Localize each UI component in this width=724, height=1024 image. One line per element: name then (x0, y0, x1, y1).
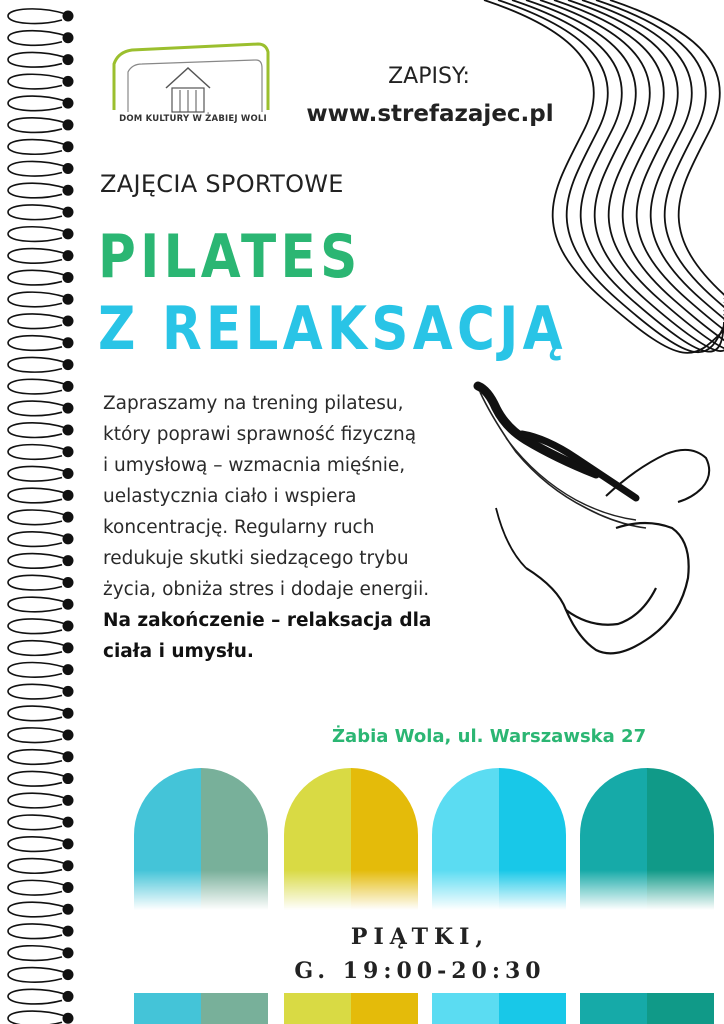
spiral-loop (8, 597, 66, 612)
spiral-hole (63, 1013, 74, 1024)
description-line: Zapraszamy na trening pilatesu, (103, 393, 404, 414)
spiral-hole (63, 316, 74, 327)
schedule-hours: G. 19:00-20:30 (294, 958, 546, 984)
spiral-hole (63, 185, 74, 196)
spiral-hole (63, 533, 74, 544)
spiral-loop (8, 946, 66, 961)
spiral-loop (8, 815, 66, 830)
spiral-hole (63, 76, 74, 87)
spiral-hole (63, 294, 74, 305)
spiral-hole (63, 54, 74, 65)
spiral-loop (8, 379, 66, 394)
title-line-2: Z RELAKSACJĄ (98, 294, 567, 364)
spiral-hole (63, 381, 74, 392)
description-line: życia, obniża stres i dodaje energii. (103, 579, 430, 600)
spiral-loop (8, 1011, 66, 1024)
spiral-hole (63, 468, 74, 479)
address: Żabia Wola, ul. Warszawska 27 (332, 726, 647, 747)
spiral-hole (63, 163, 74, 174)
spiral-loop (8, 663, 66, 678)
spiral-loop (8, 423, 66, 438)
spiral-hole (63, 838, 74, 849)
spiral-hole (63, 490, 74, 501)
spiral-hole (63, 969, 74, 980)
spiral-hole (63, 599, 74, 610)
decorative-arch (284, 768, 418, 910)
spiral-hole (63, 708, 74, 719)
spiral-loop (8, 466, 66, 481)
spiral-hole (63, 904, 74, 915)
description (103, 388, 483, 667)
spiral-loop (8, 554, 66, 569)
spiral-loop (8, 161, 66, 176)
spiral-loop (8, 706, 66, 721)
logo (108, 38, 278, 128)
schedule-days: PIĄTKI, (350, 924, 490, 950)
spiral-loop (8, 205, 66, 220)
spiral-loop (8, 9, 66, 24)
spiral-loop (8, 880, 66, 895)
spiral-hole (63, 729, 74, 740)
decorative-block (134, 993, 268, 1024)
spiral-hole (63, 207, 74, 218)
spiral-loop (8, 924, 66, 939)
decorative-block (284, 993, 418, 1024)
spiral-loop (8, 96, 66, 111)
spiral-loop (8, 401, 66, 416)
description-line: redukuje skutki siedzącego trybu (103, 548, 409, 569)
decorative-arch (134, 768, 268, 910)
category-heading: ZAJĘCIA SPORTOWE (100, 170, 344, 198)
description-bold-line: ciała i umysłu. (103, 641, 254, 662)
spiral-hole (63, 621, 74, 632)
spiral-loop (8, 619, 66, 634)
spiral-loop (8, 445, 66, 460)
spiral-hole (63, 817, 74, 828)
spiral-loop (8, 532, 66, 547)
spiral-hole (63, 272, 74, 283)
spiral-loop (8, 249, 66, 264)
spiral-loop (8, 837, 66, 852)
spiral-loop (8, 270, 66, 285)
spiral-loop (8, 314, 66, 329)
house-icon (108, 38, 278, 114)
spiral-loop (8, 292, 66, 307)
description-line: koncentrację. Regularny ruch (103, 517, 375, 538)
spiral-loop (8, 968, 66, 983)
spiral-loop (8, 641, 66, 656)
spiral-loop (8, 488, 66, 503)
spiral-hole (63, 359, 74, 370)
decorative-arch (580, 768, 714, 910)
spiral-hole (63, 403, 74, 414)
spiral-loop (8, 771, 66, 786)
spiral-hole (63, 424, 74, 435)
spiral-hole (63, 98, 74, 109)
spiral-hole (63, 664, 74, 675)
spiral-loop (8, 52, 66, 67)
spiral-hole (63, 642, 74, 653)
spiral-loop (8, 575, 66, 590)
spiral-hole (63, 32, 74, 43)
spiral-hole (63, 141, 74, 152)
spiral-loop (8, 358, 66, 373)
logo-text: DOM KULTURY W ŻABIEJ WOLI (119, 114, 267, 124)
spiral-loop (8, 227, 66, 242)
spiral-hole (63, 686, 74, 697)
spiral-hole (63, 512, 74, 523)
pilates-figure-illustration (466, 378, 724, 678)
spiral-loop (8, 140, 66, 155)
spiral-loop (8, 31, 66, 46)
spiral-hole (63, 991, 74, 1002)
spiral-loop (8, 183, 66, 198)
spiral-loop (8, 859, 66, 874)
spiral-hole (63, 11, 74, 22)
spiral-hole (63, 926, 74, 937)
spiral-loop (8, 74, 66, 89)
spiral-loop (8, 118, 66, 133)
title-line-1: PILATES (98, 222, 362, 292)
description-line: i umysłową – wzmacnia mięśnie, (103, 455, 406, 476)
spiral-hole (63, 337, 74, 348)
spiral-hole (63, 773, 74, 784)
spiral-hole (63, 860, 74, 871)
spiral-hole (63, 751, 74, 762)
decorative-block (580, 993, 714, 1024)
description-line: który poprawi sprawność fizyczną (103, 424, 417, 445)
description-bold-line: Na zakończenie – relaksacja dla (103, 610, 432, 631)
spiral-loop (8, 750, 66, 765)
spiral-hole (63, 577, 74, 588)
spiral-loop (8, 728, 66, 743)
spiral-loop (8, 510, 66, 525)
description-line: uelastycznia ciało i wspiera (103, 486, 357, 507)
signup-label: ZAPISY: (388, 64, 470, 89)
spiral-binding (0, 0, 80, 1024)
spiral-loop (8, 902, 66, 917)
spiral-loop (8, 989, 66, 1004)
spiral-hole (63, 228, 74, 239)
spiral-hole (63, 119, 74, 130)
spiral-hole (63, 947, 74, 958)
spiral-loop (8, 793, 66, 808)
decorative-block (432, 993, 566, 1024)
spiral-hole (63, 250, 74, 261)
signup-url[interactable]: www.strefazajec.pl (306, 101, 554, 127)
spiral-hole (63, 795, 74, 806)
spiral-hole (63, 882, 74, 893)
decorative-arch (432, 768, 566, 910)
spiral-hole (63, 446, 74, 457)
spiral-hole (63, 555, 74, 566)
spiral-loop (8, 684, 66, 699)
spiral-loop (8, 336, 66, 351)
